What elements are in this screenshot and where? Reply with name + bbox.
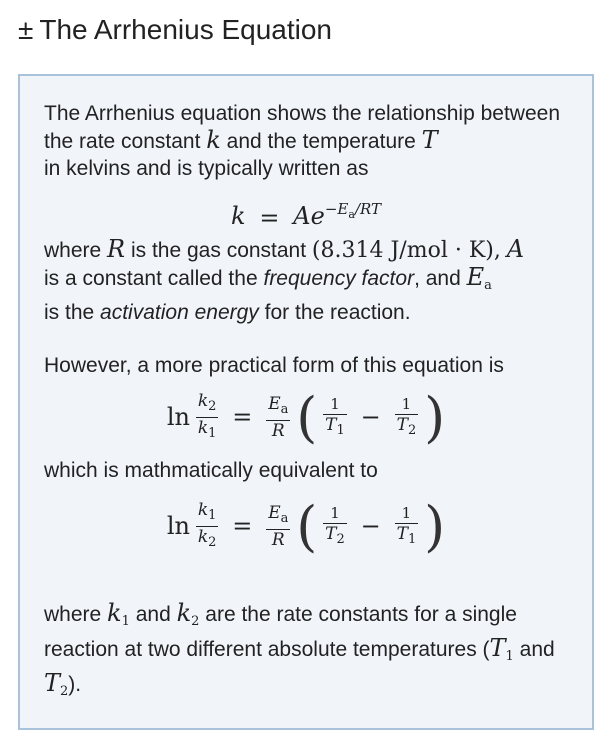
defs-text-5: is the [44, 300, 95, 324]
eq3-inv-t-a [323, 503, 347, 550]
practical-form-text: However, a more practical form of this equation is [44, 353, 504, 377]
eq3-right-paren: ) [424, 494, 446, 558]
section-header[interactable] [18, 14, 332, 46]
arrhenius-equation [44, 196, 568, 232]
eq2-left-paren: ( [296, 385, 318, 449]
intro-paragraph [44, 100, 568, 182]
math-k1-sub: 1 [121, 613, 130, 629]
eq3-T-b-sub: 1 [407, 531, 417, 547]
eq3-T-a-sub: 2 [336, 531, 345, 547]
eq1-exp-tail: /RT [354, 200, 382, 218]
eq2-inv-t-a [323, 394, 347, 441]
eq3-T-b: T [396, 523, 408, 544]
closing-text-4: and [519, 637, 555, 661]
intro-text-1: The Arrhenius equation shows the relationship between the rate constant [44, 102, 560, 153]
eq2-ea-over-r [266, 394, 290, 441]
eq1-exponent [324, 200, 382, 221]
math-k: k [206, 126, 221, 154]
intro-text-3: in kelvins and is typically written as [44, 157, 369, 180]
defs-text-1: where [44, 238, 102, 262]
eq3-equals: = [232, 511, 253, 540]
eq3-E-sub: a [280, 510, 289, 526]
expand-toggle-icon[interactable]: ± [18, 14, 34, 45]
defs-text-2: is the gas constant [130, 238, 307, 262]
math-T1-T: T [489, 633, 506, 662]
math-T1-sub: 1 [505, 648, 514, 664]
practical-equation [44, 385, 568, 451]
eq2-T-a-sub: 1 [336, 422, 345, 438]
math-T: T [421, 126, 438, 154]
eq3-k-ratio [196, 500, 219, 553]
eq2-k-bot: k [197, 417, 209, 438]
eq1-equals: = [259, 203, 280, 232]
eq2-T-b-sub: 2 [407, 422, 417, 438]
math-k1 [107, 599, 130, 627]
defs-text-3: is a constant called the [44, 266, 258, 290]
eq2-T-a: T [325, 414, 337, 435]
math-T1 [490, 634, 514, 662]
eq3-k-bot: k [197, 526, 209, 547]
section-title: The Arrhenius Equation [39, 14, 333, 45]
eq1-exp-E: −E [324, 200, 349, 218]
eq3-ea-over-r [266, 503, 290, 550]
eq3-one-a: 1 [323, 503, 347, 524]
math-T2-sub: 2 [60, 683, 69, 699]
closing-text-5: ). [68, 672, 82, 696]
intro-text-2: and the temperature [226, 130, 416, 153]
eq3-minus: − [360, 511, 381, 540]
eq3-ln: ln [166, 511, 190, 540]
frequency-factor-term: frequency factor [263, 266, 415, 290]
equivalent-text: which is mathmatically equivalent to [44, 458, 378, 482]
eq3-T-a: T [325, 523, 337, 544]
content-panel [18, 74, 594, 730]
closing-text-1: where [44, 602, 102, 626]
math-Ea-sub: a [484, 277, 492, 293]
math-k2 [177, 599, 200, 627]
eq2-right-paren: ) [424, 385, 446, 449]
activation-energy-term: activation energy [100, 300, 259, 324]
eq2-ln: ln [166, 402, 190, 431]
eq3-R: R [271, 529, 285, 550]
eq2-k-bot-sub: 1 [208, 425, 217, 441]
eq3-inv-t-b [395, 503, 419, 550]
eq3-k-bot-sub: 2 [208, 534, 217, 550]
closing-text-2: and [135, 602, 171, 626]
eq2-minus: − [360, 402, 381, 431]
eq2-T-b: T [396, 414, 408, 435]
math-k1-k: k [107, 598, 122, 627]
eq2-E-sub: a [280, 401, 289, 417]
eq2-inv-t-b [395, 394, 419, 441]
gas-constant: (8.314 J/mol · K), [311, 237, 501, 263]
eq3-k-top: k [197, 499, 209, 520]
eq1-A: A [293, 202, 311, 230]
eq2-R: R [271, 420, 285, 441]
eq2-one-b: 1 [395, 394, 419, 415]
eq2-k-top: k [197, 390, 209, 411]
eq2-E: E [268, 393, 281, 414]
closing-text-3: are the rate constants for a single reaction at two different absolute temperatures ( [44, 602, 517, 661]
eq2-one-a: 1 [323, 394, 347, 415]
eq3-left-paren: ( [296, 494, 318, 558]
defs-text-4: , and [414, 266, 461, 290]
eq2-equals: = [232, 402, 253, 431]
math-k2-sub: 2 [191, 613, 200, 629]
math-T2 [44, 669, 68, 697]
content-body [44, 100, 568, 705]
eq2-k-top-sub: 2 [208, 398, 217, 414]
math-k2-k: k [176, 598, 192, 627]
equivalent-equation [44, 494, 568, 560]
eq3-E: E [268, 502, 281, 523]
eq1-exp-sub: a [348, 208, 355, 221]
definitions-paragraph [44, 236, 568, 326]
eq1-k: k [230, 202, 246, 230]
math-A: A [506, 234, 525, 263]
math-Ea-E: E [466, 262, 485, 291]
eq3-one-b: 1 [395, 503, 419, 524]
math-R: R [107, 234, 126, 263]
closing-paragraph [44, 600, 568, 705]
math-T2-T: T [44, 668, 61, 697]
eq2-k-ratio [196, 391, 219, 444]
eq1-e: e [310, 202, 325, 230]
eq3-k-top-sub: 1 [208, 507, 217, 523]
defs-text-6: for the reaction. [264, 300, 411, 324]
math-Ea [467, 263, 492, 291]
